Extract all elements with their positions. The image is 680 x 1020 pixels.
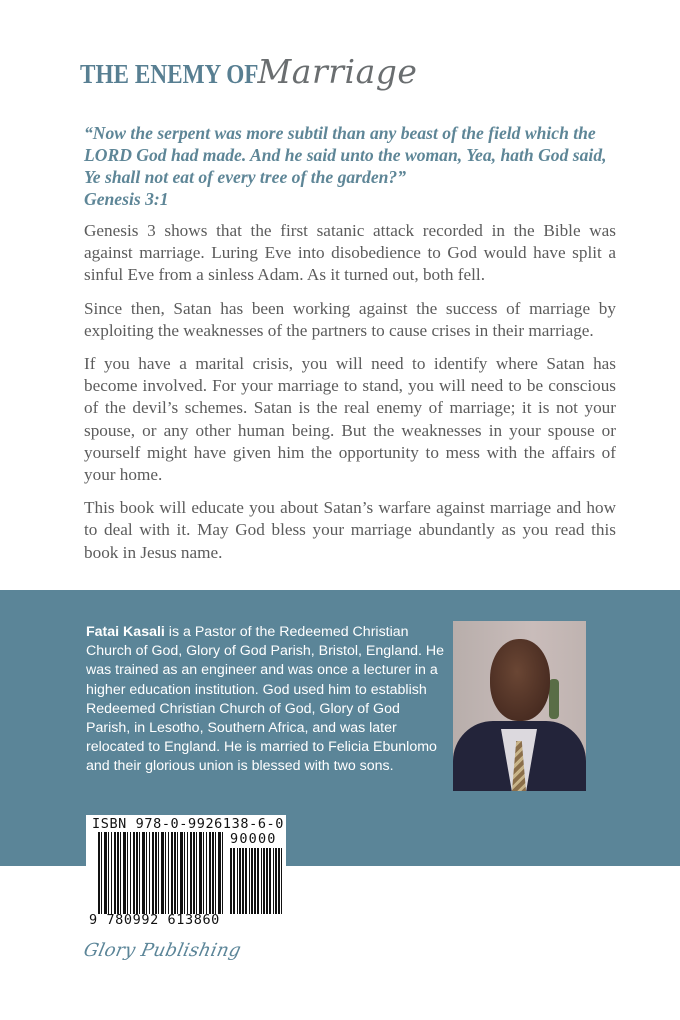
publisher-logo: Glory Publishing xyxy=(81,940,243,961)
ean-number: 9 780992 613860 xyxy=(89,912,220,928)
blurb-paragraph: If you have a marital crisis, you will need to identify where Satan has become involved. For your marriage to stand, you will need to be conscious of the devil’s schemes. Satan is the real enemy of marriage; it is not your spouse, or any other human being. But the weaknesses in your spouse or yourself might have given him the opportunity to mess with the affairs of your home. xyxy=(84,354,616,485)
isbn-barcode xyxy=(86,815,286,930)
addon-bars-icon xyxy=(230,848,282,914)
blurb-paragraph: Genesis 3 shows that the first satanic attack recorded in the Bible was against marriage. Luring Eve into disobedience to God would have split a sinful Eve from a sinless Adam. As it turned out, both fell. xyxy=(84,221,616,285)
scripture-quote xyxy=(84,122,624,210)
author-bio xyxy=(86,623,446,777)
author-photo xyxy=(453,621,586,791)
isbn-label: ISBN 978-0-9926138-6-0 xyxy=(92,816,285,832)
price-addon-code: 90000 xyxy=(230,831,277,847)
title-script: Marriage xyxy=(257,52,418,91)
quote-reference: Genesis 3:1 xyxy=(84,189,169,209)
barcode-bars-icon xyxy=(98,832,223,914)
book-title xyxy=(80,52,417,91)
blurb-paragraph: Since then, Satan has been working against the success of marriage by exploiting the weaknesses of the partners to cause crises in their marriage. xyxy=(84,298,616,340)
quote-text: “Now the serpent was more subtil than any beast of the field which the LORD God had made. And he said unto the woman, Yea, hath God said, Ye shall not eat of every tree of the garden?” xyxy=(84,123,607,187)
author-name: Fatai Kasali xyxy=(86,624,165,640)
blurb xyxy=(84,220,616,575)
photo-head xyxy=(490,639,550,721)
title-caps: THE ENEMY OF xyxy=(80,59,259,89)
blurb-paragraph: This book will educate you about Satan’s warfare against marriage and how to deal with it. May God bless your marriage abundantly as you read this book in Jesus name. xyxy=(84,498,616,562)
photo-background-plant xyxy=(549,679,559,719)
author-bio-text: is a Pastor of the Redeemed Christian Church of God, Glory of God Parish, Bristol, England. He was trained as an engineer and was once a lecturer in a higher education institution. God used him to establish Redeemed Christian Church of God, Glory of God Parish, in Lesotho, Southern Africa, and was later relocated to England. He is married to Felicia Ebunlomo and their glorious union is blessed with two sons. xyxy=(86,624,445,775)
